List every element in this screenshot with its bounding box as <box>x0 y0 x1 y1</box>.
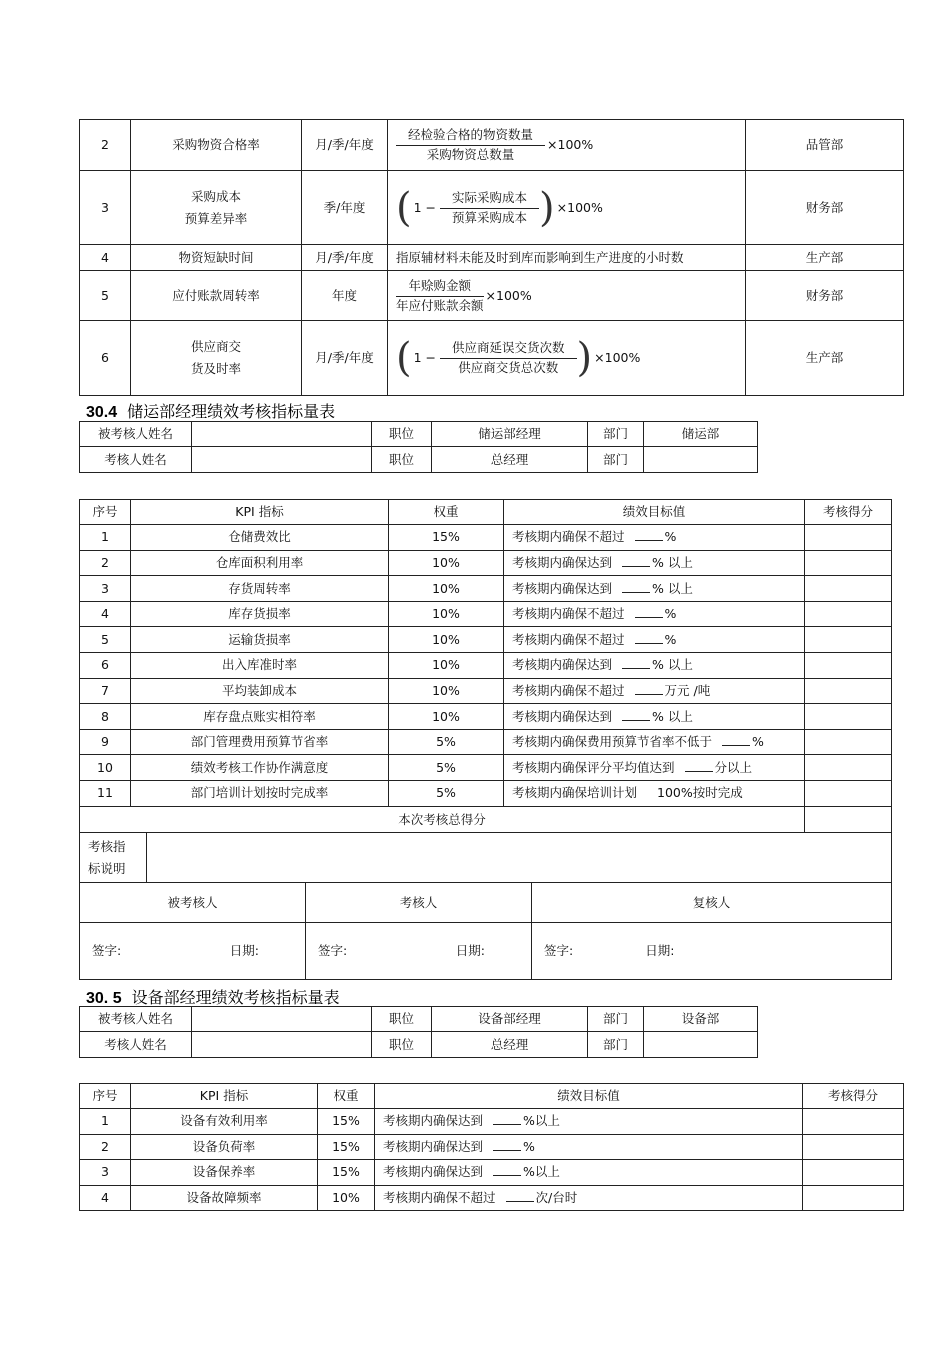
numerator: 实际采购成本 <box>440 190 539 209</box>
reviewer-name-value[interactable] <box>192 1032 372 1058</box>
position-label: 职位 <box>372 447 432 473</box>
fraction <box>440 190 539 225</box>
kpi-name: 设备故障频率 <box>131 1185 318 1211</box>
formula-suffix: ×100% <box>594 350 641 366</box>
department-value[interactable] <box>644 447 758 473</box>
header-kpi: KPI 指标 <box>131 500 389 525</box>
kpi-score[interactable] <box>805 704 892 730</box>
header-no: 序号 <box>80 1084 131 1109</box>
row-number: 3 <box>80 1160 131 1186</box>
reviewee-name-value[interactable] <box>192 1007 372 1032</box>
info-table-30-5 <box>79 1006 758 1058</box>
numerator: 经检验合格的物资数量 <box>396 127 545 146</box>
calculation-formula <box>388 271 746 321</box>
kpi-target <box>504 525 805 551</box>
header-target: 绩效目标值 <box>375 1084 803 1109</box>
numerator: 供应商延误交货次数 <box>440 340 577 359</box>
kpi-score[interactable] <box>803 1109 904 1135</box>
kpi-name: 出入库准时率 <box>131 652 389 678</box>
kpi-name: 设备保养率 <box>131 1160 318 1186</box>
row-number: 2 <box>80 1134 131 1160</box>
section-heading: 储运部经理绩效考核指标量表 <box>127 402 336 421</box>
kpi-weight: 10% <box>389 678 504 704</box>
sign-label: 签字: <box>544 943 574 959</box>
target-blank-field[interactable] <box>622 556 650 567</box>
kpi-score[interactable] <box>805 550 892 576</box>
kpi-weight: 5% <box>389 755 504 781</box>
table-row <box>80 601 892 627</box>
note-label-line: 标说明 <box>88 860 126 876</box>
indicator-name-line: 物资短缺时间 <box>178 249 254 265</box>
target-suffix: 分以上 <box>714 759 753 775</box>
numerator: 年赊购金额 <box>396 278 484 297</box>
indicator-note-value[interactable] <box>147 833 892 883</box>
table-row <box>80 755 892 781</box>
data-source-dept: 生产部 <box>746 245 904 271</box>
calculation-formula <box>388 245 746 271</box>
kpi-target <box>504 755 805 781</box>
target-prefix: 考核期内确保达到 <box>383 1113 484 1129</box>
kpi-weight: 15% <box>389 525 504 551</box>
department-label: 部门 <box>588 422 644 447</box>
reviewer-sign-cell[interactable] <box>306 923 532 980</box>
date-label: 日期: <box>455 943 485 959</box>
indicator-name <box>131 321 302 396</box>
target-blank-field[interactable] <box>493 1165 521 1176</box>
kpi-score[interactable] <box>803 1160 904 1186</box>
indicator-name-line: 预算差异率 <box>184 210 248 226</box>
table-row <box>80 1134 904 1160</box>
position-label: 职位 <box>372 422 432 447</box>
target-blank-field[interactable] <box>622 582 650 593</box>
header-score: 考核得分 <box>803 1084 904 1109</box>
kpi-score[interactable] <box>805 729 892 755</box>
header-weight: 权重 <box>389 500 504 525</box>
row-number: 3 <box>80 171 131 245</box>
kpi-name: 平均装卸成本 <box>131 678 389 704</box>
kpi-name: 运输货损率 <box>131 627 389 653</box>
kpi-score[interactable] <box>805 601 892 627</box>
date-label: 日期: <box>229 943 259 959</box>
department-label: 部门 <box>588 1007 644 1032</box>
row-number: 4 <box>80 601 131 627</box>
indicator-note-label <box>80 833 147 883</box>
target-suffix: 100%按时完成 <box>657 785 743 801</box>
indicator-name-line: 货及时率 <box>190 361 241 376</box>
indicator-name <box>131 245 302 271</box>
target-suffix: 万元 /吨 <box>664 683 711 699</box>
section-number: 30. 5 <box>86 990 122 1007</box>
row-number: 6 <box>80 652 131 678</box>
target-prefix: 考核期内确保不超过 <box>512 606 625 622</box>
fraction <box>440 340 577 375</box>
table-row <box>80 729 892 755</box>
table-row <box>80 271 904 321</box>
table-row <box>80 120 904 171</box>
target-blank-field[interactable] <box>685 761 713 772</box>
formula-lead: 1 − <box>413 350 437 366</box>
target-suffix: 次/台时 <box>535 1189 578 1205</box>
denominator: 供应商交货总次数 <box>458 360 559 375</box>
section-number: 30.4 <box>86 404 118 421</box>
target-prefix: 考核期内确保达到 <box>383 1138 484 1154</box>
kpi-name: 仓库面积利用率 <box>131 550 389 576</box>
table-row <box>80 652 892 678</box>
total-score-table <box>79 806 892 883</box>
reviewer-name-value[interactable] <box>192 447 372 473</box>
reviewer-name-label: 考核人姓名 <box>80 447 192 473</box>
target-blank-field[interactable] <box>493 1114 521 1125</box>
row-number: 6 <box>80 321 131 396</box>
table-row <box>80 245 904 271</box>
header-weight: 权重 <box>318 1084 375 1109</box>
kpi-name: 部门培训计划按时完成率 <box>131 780 389 806</box>
data-source-dept: 财务部 <box>746 271 904 321</box>
kpi-name: 部门管理费用预算节省率 <box>131 729 389 755</box>
row-number: 7 <box>80 678 131 704</box>
kpi-weight: 15% <box>318 1109 375 1135</box>
kpi-weight: 15% <box>318 1160 375 1186</box>
signature-table <box>79 882 892 980</box>
row-number: 10 <box>80 755 131 781</box>
reviewee-name-label: 被考核人姓名 <box>80 422 192 447</box>
indicator-name-line: 应付账款周转率 <box>172 287 260 303</box>
position-value: 总经理 <box>432 447 588 473</box>
kpi-weight: 10% <box>389 704 504 730</box>
target-blank-field[interactable] <box>622 658 650 669</box>
kpi-score[interactable] <box>803 1185 904 1211</box>
target-prefix: 考核期内确保达到 <box>512 580 613 596</box>
left-paren-icon: ( <box>396 335 412 381</box>
assessment-period: 月/季/年度 <box>302 245 388 271</box>
header-kpi: KPI 指标 <box>131 1084 318 1109</box>
kpi-target <box>504 678 805 704</box>
target-prefix: 考核期内确保达到 <box>512 657 613 673</box>
kpi-weight: 10% <box>318 1185 375 1211</box>
position-value: 总经理 <box>432 1032 588 1058</box>
kpi-name: 库存货损率 <box>131 601 389 627</box>
target-prefix: 考核期内确保不超过 <box>512 631 625 647</box>
kpi-score[interactable] <box>805 755 892 781</box>
kpi-weight: 10% <box>389 652 504 678</box>
formula <box>396 278 532 313</box>
department-value[interactable] <box>644 1032 758 1058</box>
department-label: 部门 <box>588 447 644 473</box>
target-blank-field[interactable] <box>635 633 663 644</box>
indicator-name-line: 采购成本 <box>190 188 241 204</box>
target-prefix: 考核期内确保达到 <box>383 1164 484 1180</box>
kpi-score[interactable] <box>805 627 892 653</box>
section-title-30-4 <box>86 399 335 422</box>
formula-text: 指原辅材料未能及时到库而影响到生产进度的小时数 <box>396 249 684 265</box>
table-row <box>80 627 892 653</box>
denominator: 预算采购成本 <box>452 209 528 225</box>
target-blank-field[interactable] <box>493 1140 521 1151</box>
row-number: 5 <box>80 627 131 653</box>
target-prefix: 考核期内确保不超过 <box>383 1189 496 1205</box>
kpi-score[interactable] <box>805 678 892 704</box>
target-prefix: 考核期内确保达到 <box>512 555 613 571</box>
target-blank-field[interactable] <box>635 607 663 618</box>
reviewee-header: 被考核人 <box>80 883 306 923</box>
target-prefix: 考核期内确保不超过 <box>512 683 625 699</box>
row-number: 2 <box>80 550 131 576</box>
target-blank-field[interactable] <box>635 530 663 541</box>
target-suffix: % 以上 <box>652 657 693 673</box>
formula <box>396 127 593 162</box>
row-number: 4 <box>80 1185 131 1211</box>
position-label: 职位 <box>372 1007 432 1032</box>
formula-suffix: ×100% <box>485 287 532 303</box>
kpi-name: 仓储费效比 <box>131 525 389 551</box>
data-source-dept: 品管部 <box>746 120 904 171</box>
formula-suffix: ×100% <box>547 137 594 153</box>
kpi-weight: 10% <box>389 601 504 627</box>
table-row <box>80 1185 904 1211</box>
table-row <box>80 171 904 245</box>
kpi-weight: 15% <box>318 1134 375 1160</box>
denominator: 采购物资总数量 <box>426 147 515 162</box>
formula <box>396 335 641 381</box>
right-paren-icon: ) <box>539 184 555 231</box>
indicator-name-line: 采购物资合格率 <box>172 137 260 153</box>
kpi-target <box>504 704 805 730</box>
table-row <box>80 576 892 602</box>
kpi-weight: 5% <box>389 729 504 755</box>
kpi-weight: 10% <box>389 576 504 602</box>
position-value: 设备部经理 <box>432 1007 588 1032</box>
indicator-name <box>131 120 302 171</box>
right-paren-icon: ) <box>576 335 593 381</box>
kpi-target <box>375 1109 803 1135</box>
header-target: 绩效目标值 <box>504 500 805 525</box>
kpi-target <box>375 1160 803 1186</box>
calculation-formula <box>388 321 746 396</box>
kpi-target <box>375 1185 803 1211</box>
kpi-target <box>504 652 805 678</box>
kpi-name: 绩效考核工作协作满意度 <box>131 755 389 781</box>
kpi-weight: 10% <box>389 627 504 653</box>
formula-suffix: ×100% <box>556 199 603 215</box>
fraction <box>396 278 484 313</box>
kpi-target <box>504 627 805 653</box>
target-suffix: % <box>523 1138 535 1154</box>
kpi-score[interactable] <box>805 525 892 551</box>
section-title-30-5 <box>86 985 340 1008</box>
kpi-target <box>504 729 805 755</box>
kpi-score[interactable] <box>805 780 892 806</box>
department-value: 设备部 <box>644 1007 758 1032</box>
header-no: 序号 <box>80 500 131 525</box>
target-suffix: % <box>664 529 677 545</box>
target-blank-field[interactable] <box>722 735 750 746</box>
total-score-label: 本次考核总得分 <box>80 807 805 833</box>
target-blank-field[interactable] <box>635 684 663 695</box>
sign-label: 签字: <box>92 943 122 959</box>
rechecker-sign-cell[interactable] <box>532 923 892 980</box>
kpi-table-30-5 <box>79 1083 904 1211</box>
target-prefix: 考核期内确保不超过 <box>512 529 625 545</box>
table-row <box>80 704 892 730</box>
date-label: 日期: <box>645 943 675 959</box>
kpi-score[interactable] <box>805 652 892 678</box>
info-table-30-4 <box>79 421 758 473</box>
assessment-period: 季/年度 <box>302 171 388 245</box>
target-prefix: 考核期内确保费用预算节省率不低于 <box>512 734 713 750</box>
data-source-dept: 财务部 <box>746 171 904 245</box>
fraction <box>396 127 545 162</box>
kpi-weight: 5% <box>389 780 504 806</box>
assessment-period: 月/季/年度 <box>302 321 388 396</box>
target-suffix: % 以上 <box>652 555 693 571</box>
header-score: 考核得分 <box>805 500 892 525</box>
row-number: 8 <box>80 704 131 730</box>
target-suffix: % <box>664 631 677 647</box>
target-suffix: % <box>664 606 677 622</box>
formula-lead: 1 − <box>413 199 437 215</box>
denominator: 年应付账款余额 <box>396 297 484 313</box>
row-number: 1 <box>80 525 131 551</box>
table-row <box>80 1109 904 1135</box>
target-prefix: 考核期内确保达到 <box>512 708 613 724</box>
row-number: 4 <box>80 245 131 271</box>
calculation-formula <box>388 171 746 245</box>
target-prefix: 考核期内确保培训计划 <box>512 785 638 801</box>
row-number: 3 <box>80 576 131 602</box>
kpi-table-30-4 <box>79 499 892 807</box>
indicator-name <box>131 271 302 321</box>
kpi-name: 库存盘点账实相符率 <box>131 704 389 730</box>
row-number: 2 <box>80 120 131 171</box>
kpi-score[interactable] <box>803 1134 904 1160</box>
target-blank-field[interactable] <box>622 710 650 721</box>
department-label: 部门 <box>588 1032 644 1058</box>
table-row <box>80 678 892 704</box>
kpi-target <box>504 780 805 806</box>
target-prefix: 考核期内确保评分平均值达到 <box>512 759 675 775</box>
section-heading: 设备部经理绩效考核指标量表 <box>131 988 340 1007</box>
kpi-name: 存货周转率 <box>131 576 389 602</box>
row-number: 9 <box>80 729 131 755</box>
position-label: 职位 <box>372 1032 432 1058</box>
position-value: 储运部经理 <box>432 422 588 447</box>
formula <box>396 184 603 231</box>
kpi-target <box>504 576 805 602</box>
kpi-score[interactable] <box>805 576 892 602</box>
target-blank-field[interactable] <box>506 1191 534 1202</box>
reviewee-sign-cell[interactable] <box>80 923 306 980</box>
kpi-name: 设备负荷率 <box>131 1134 318 1160</box>
procurement-kpi-table <box>79 119 904 396</box>
kpi-target <box>375 1134 803 1160</box>
assessment-period: 月/季/年度 <box>302 120 388 171</box>
table-row <box>80 780 892 806</box>
target-suffix: % 以上 <box>652 580 693 596</box>
kpi-target <box>504 601 805 627</box>
rechecker-header: 复核人 <box>532 883 892 923</box>
assessment-period: 年度 <box>302 271 388 321</box>
row-number: 5 <box>80 271 131 321</box>
reviewer-header: 考核人 <box>306 883 532 923</box>
department-value: 储运部 <box>644 422 758 447</box>
reviewee-name-value[interactable] <box>192 422 372 447</box>
table-row <box>80 1160 904 1186</box>
kpi-weight: 10% <box>389 550 504 576</box>
calculation-formula <box>388 120 746 171</box>
row-number: 1 <box>80 1109 131 1135</box>
indicator-name <box>131 171 302 245</box>
table-row <box>80 525 892 551</box>
note-label-line: 考核指 <box>88 838 126 854</box>
target-suffix: %以上 <box>523 1164 560 1180</box>
reviewer-name-label: 考核人姓名 <box>80 1032 192 1058</box>
target-suffix: % 以上 <box>652 708 693 724</box>
target-suffix: % <box>752 734 764 750</box>
total-score-value[interactable] <box>805 807 892 833</box>
indicator-name-line: 供应商交 <box>190 339 241 355</box>
row-number: 11 <box>80 780 131 806</box>
sign-label: 签字: <box>318 943 348 959</box>
kpi-name: 设备有效利用率 <box>131 1109 318 1135</box>
table-row <box>80 550 892 576</box>
reviewee-name-label: 被考核人姓名 <box>80 1007 192 1032</box>
left-paren-icon: ( <box>396 184 412 231</box>
table-row <box>80 321 904 396</box>
target-suffix: %以上 <box>523 1113 560 1129</box>
kpi-target <box>504 550 805 576</box>
data-source-dept: 生产部 <box>746 321 904 396</box>
